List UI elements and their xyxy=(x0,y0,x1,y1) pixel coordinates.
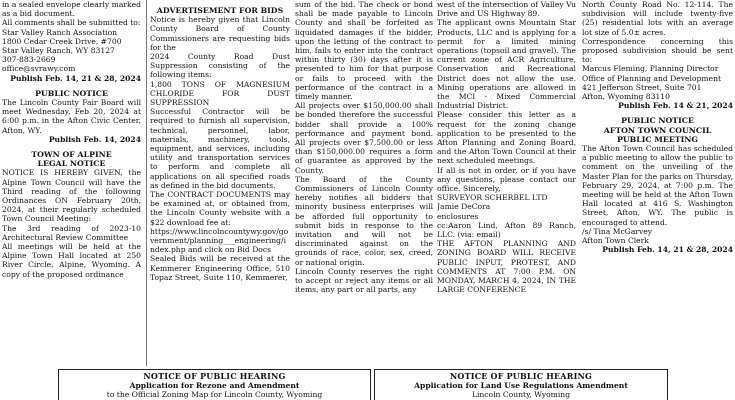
bids-url: https://www.lincolncountywy.gov/government/planning___engineering/index.php and click on Bid Docs xyxy=(150,226,289,255)
bids-paragraph: The CONTRACT DOCUMENTS may be examined at, or obtained from, the Lincoln County website with a $22 download fee at: xyxy=(150,190,290,227)
publish-date: Publish Feb. 14 & 21, 2024 xyxy=(618,101,733,111)
box-title: NOTICE OF PUBLIC HEARING xyxy=(143,371,286,381)
contact-name: Marcus Fleming, Planning Director xyxy=(582,64,719,74)
signature-title: Afton Town Clerk xyxy=(582,236,649,246)
box-title: NOTICE OF PUBLIC HEARING xyxy=(449,371,593,381)
cc-line: cc:Aaron Lind, Afton 89 Ranch, LLC. (via: email) xyxy=(437,220,576,240)
subdivision-paragraph: Correspondence concerning this proposed subdivision should be sent to: xyxy=(582,36,733,65)
column-4 xyxy=(437,0,576,366)
bids-title: ADVERTISEMENT FOR BIDS xyxy=(156,6,284,15)
box-line: Lincoln County, Wyoming xyxy=(471,390,571,400)
column-divider xyxy=(146,0,147,366)
bid-paragraph: All projects over $150,000.00 shall be bonded therefore the successful bidder shall provide a 100% performance and payment bond. All projects over $7,500.00 or less than $150,000.00 requires a form of guarantee as approved by the County. xyxy=(295,101,433,175)
zoning-paragraph: If all is not in order, or if you have any questions, please contact our office. Sincerely, xyxy=(437,165,576,194)
publish-date: Publish Feb. 14, 21 & 28, 2024 xyxy=(602,245,733,255)
notice-title: PUBLIC NOTICE xyxy=(621,116,694,126)
zoning-paragraph: Please consider this letter as a request for the zoning change application to be presented to the Afton Planning and Zoning Board, and the Afton Town Council at their next scheduled meetings. xyxy=(437,110,576,166)
bid-envelope-text: in a sealed envelope clearly marked as a bid document. xyxy=(2,0,141,19)
bid-paragraph: Lincoln County reserves the right to accept or reject any items or all items, any part or all parts, any xyxy=(295,266,433,295)
alpine-subtitle: LEGAL NOTICE xyxy=(37,159,106,169)
publish-date: Publish Feb. 14, 2024 xyxy=(48,134,141,144)
alpine-body-location: All meetings will be held at the Alpine Town Hall located at 250 River Circle, Alpine, Wyoming. A copy of the proposed ordinance xyxy=(2,242,141,279)
box-line: to the Official Zoning Map for Lincoln County, Wyoming xyxy=(106,390,323,400)
box-subtitle: Application for Land Use Regulations Amendment xyxy=(414,381,628,391)
signature-company: SURVEYOR SCHERBEL LTD xyxy=(437,193,548,203)
bid-paragraph: sum of the bid. The check or bond shall be made payable to Lincoln County and shall be forfeited as liquidated damages if the bidder, upon the letting of the contract to him, fails to enter into the contract within thirty (30) days after it is presented to him for that purpose or fails to proceed with the performance of the contract in a timely manner. xyxy=(295,0,433,102)
notice-title: PUBLIC NOTICE xyxy=(35,88,108,98)
notice-subtitle: PUBLIC MEETING xyxy=(616,134,699,144)
address-line: 1800 Cedar Creek Drive, #700 xyxy=(2,36,122,46)
comments-instruction: All comments shall be submitted to: xyxy=(2,18,141,28)
signature-line: /s/ Tina McGarvey xyxy=(582,226,653,236)
phone-number: 307-883-2669 xyxy=(2,55,56,65)
hearing-box-rezone xyxy=(58,369,371,400)
alpine-body: NOTICE IS HEREBY GIVEN, the Alpine Town Council will have the Third reading of the following Ordinances ON February 20th, 2024, at their regularly scheduled Town Council Meeting: xyxy=(2,168,141,224)
subdivision-paragraph: North County Road No. 12-114. The subdivision will include twenty-five (25) residential lots with an average lot size of 5.0± acres. xyxy=(582,0,733,37)
enclosures-label: enclosures xyxy=(437,211,479,221)
column-3 xyxy=(295,0,433,366)
column-1 xyxy=(2,0,141,366)
signature-name: Jamie DeCora xyxy=(437,202,491,212)
alpine-body-reading: The 3rd reading of 2023-10 Architectural Review Committee xyxy=(2,223,141,242)
address-line: Star Valley Ranch, WY 83127 xyxy=(2,46,115,56)
bids-items: 1,800 TONS OF MAGNESIUM CHLORIDE FOR DUST SUPPRESSION xyxy=(150,79,290,108)
publish-date: Publish Feb. 14, 21 & 28, 2024 xyxy=(10,73,141,83)
contact-office: Office of Planning and Development xyxy=(582,73,722,83)
zoning-paragraph: west of the intersection of Valley Vu Drive and US Highway 89. xyxy=(437,0,576,19)
notice-body: The Lincoln County Fair Board will meet Wednesday, Feb 20, 2024 at 6:00 p.m. in the Afton Civic Center, Afton, WY. xyxy=(2,98,141,135)
column-5 xyxy=(582,0,733,366)
address-line: Star Valley Ranch Association xyxy=(2,27,118,37)
contact-address: 421 Jefferson Street, Suite 701 xyxy=(582,82,702,92)
bid-paragraph: The Board of the County Commissioners of Lincoln County hereby notifies all bidders that minority business enterprises will be afforded full opportunity to submit bids in response to the invitation and will not be discriminated against on the grounds of race, color, sex, creed, or national origin. xyxy=(295,174,433,267)
hearing-notice: THE AFTON PLANNING AND ZONING BOARD WILL RECEIVE PUBLIC INPUT, PROTEST, AND COMMENTS AT 7:00 P.M. ON MONDAY, MARCH 4, 2024, IN THE LARGE CONFERENCE xyxy=(437,239,576,295)
alpine-title: TOWN OF ALPINE xyxy=(31,150,112,160)
zoning-paragraph: The applicant owns Mountain Star Products, LLC and is applying for a permit for a limited mining operations (topsoil and gravel). The current zone of ACR Agriculture, Conservation and Recreational District does not allow the use. Mining operations are allowed in the MCI - Mixed Commercial Industrial District. xyxy=(437,18,576,111)
notice-subtitle: AFTON TOWN COUNCIL xyxy=(603,125,712,135)
column-2 xyxy=(150,0,290,366)
bids-paragraph: 2024 County Road Dust Suppression consisting of the following items: xyxy=(150,52,290,80)
bids-paragraph: Sealed Bids will be received at the Kemmerer Engineering Office, 510 Topaz Street, Suite 110, Kemmerer, xyxy=(150,254,290,282)
contact-city: Afton, Wyoming 83110 xyxy=(582,92,670,102)
hearing-box-land-use xyxy=(374,369,668,400)
bids-paragraph: Successful Contractor will be required to furnish all supervision, technical, personnel, labor, materials, machinery, tools, equipment, and services, including utility and transportation services to perform and complete all applications on all specified roads as defined in the bid documents. xyxy=(150,107,290,190)
box-subtitle: Application for Rezone and Amendment xyxy=(129,381,300,391)
bids-paragraph: Notice is hereby given that Lincoln County Board of County Commissioners are requesting bids for the xyxy=(150,15,290,52)
notice-body: The Afton Town Council has scheduled a public meeting to allow the public to comment on the unveiling of the Master Plan for the parks on Thursday, February 29, 2024, at 7:00 p.m. The meeting will be held at the Afton Town Hall located at 416 S. Washington Street, Afton, WY. The public is encouraged to attend. xyxy=(582,144,733,227)
email-address: office@svrawy.com xyxy=(2,64,76,74)
